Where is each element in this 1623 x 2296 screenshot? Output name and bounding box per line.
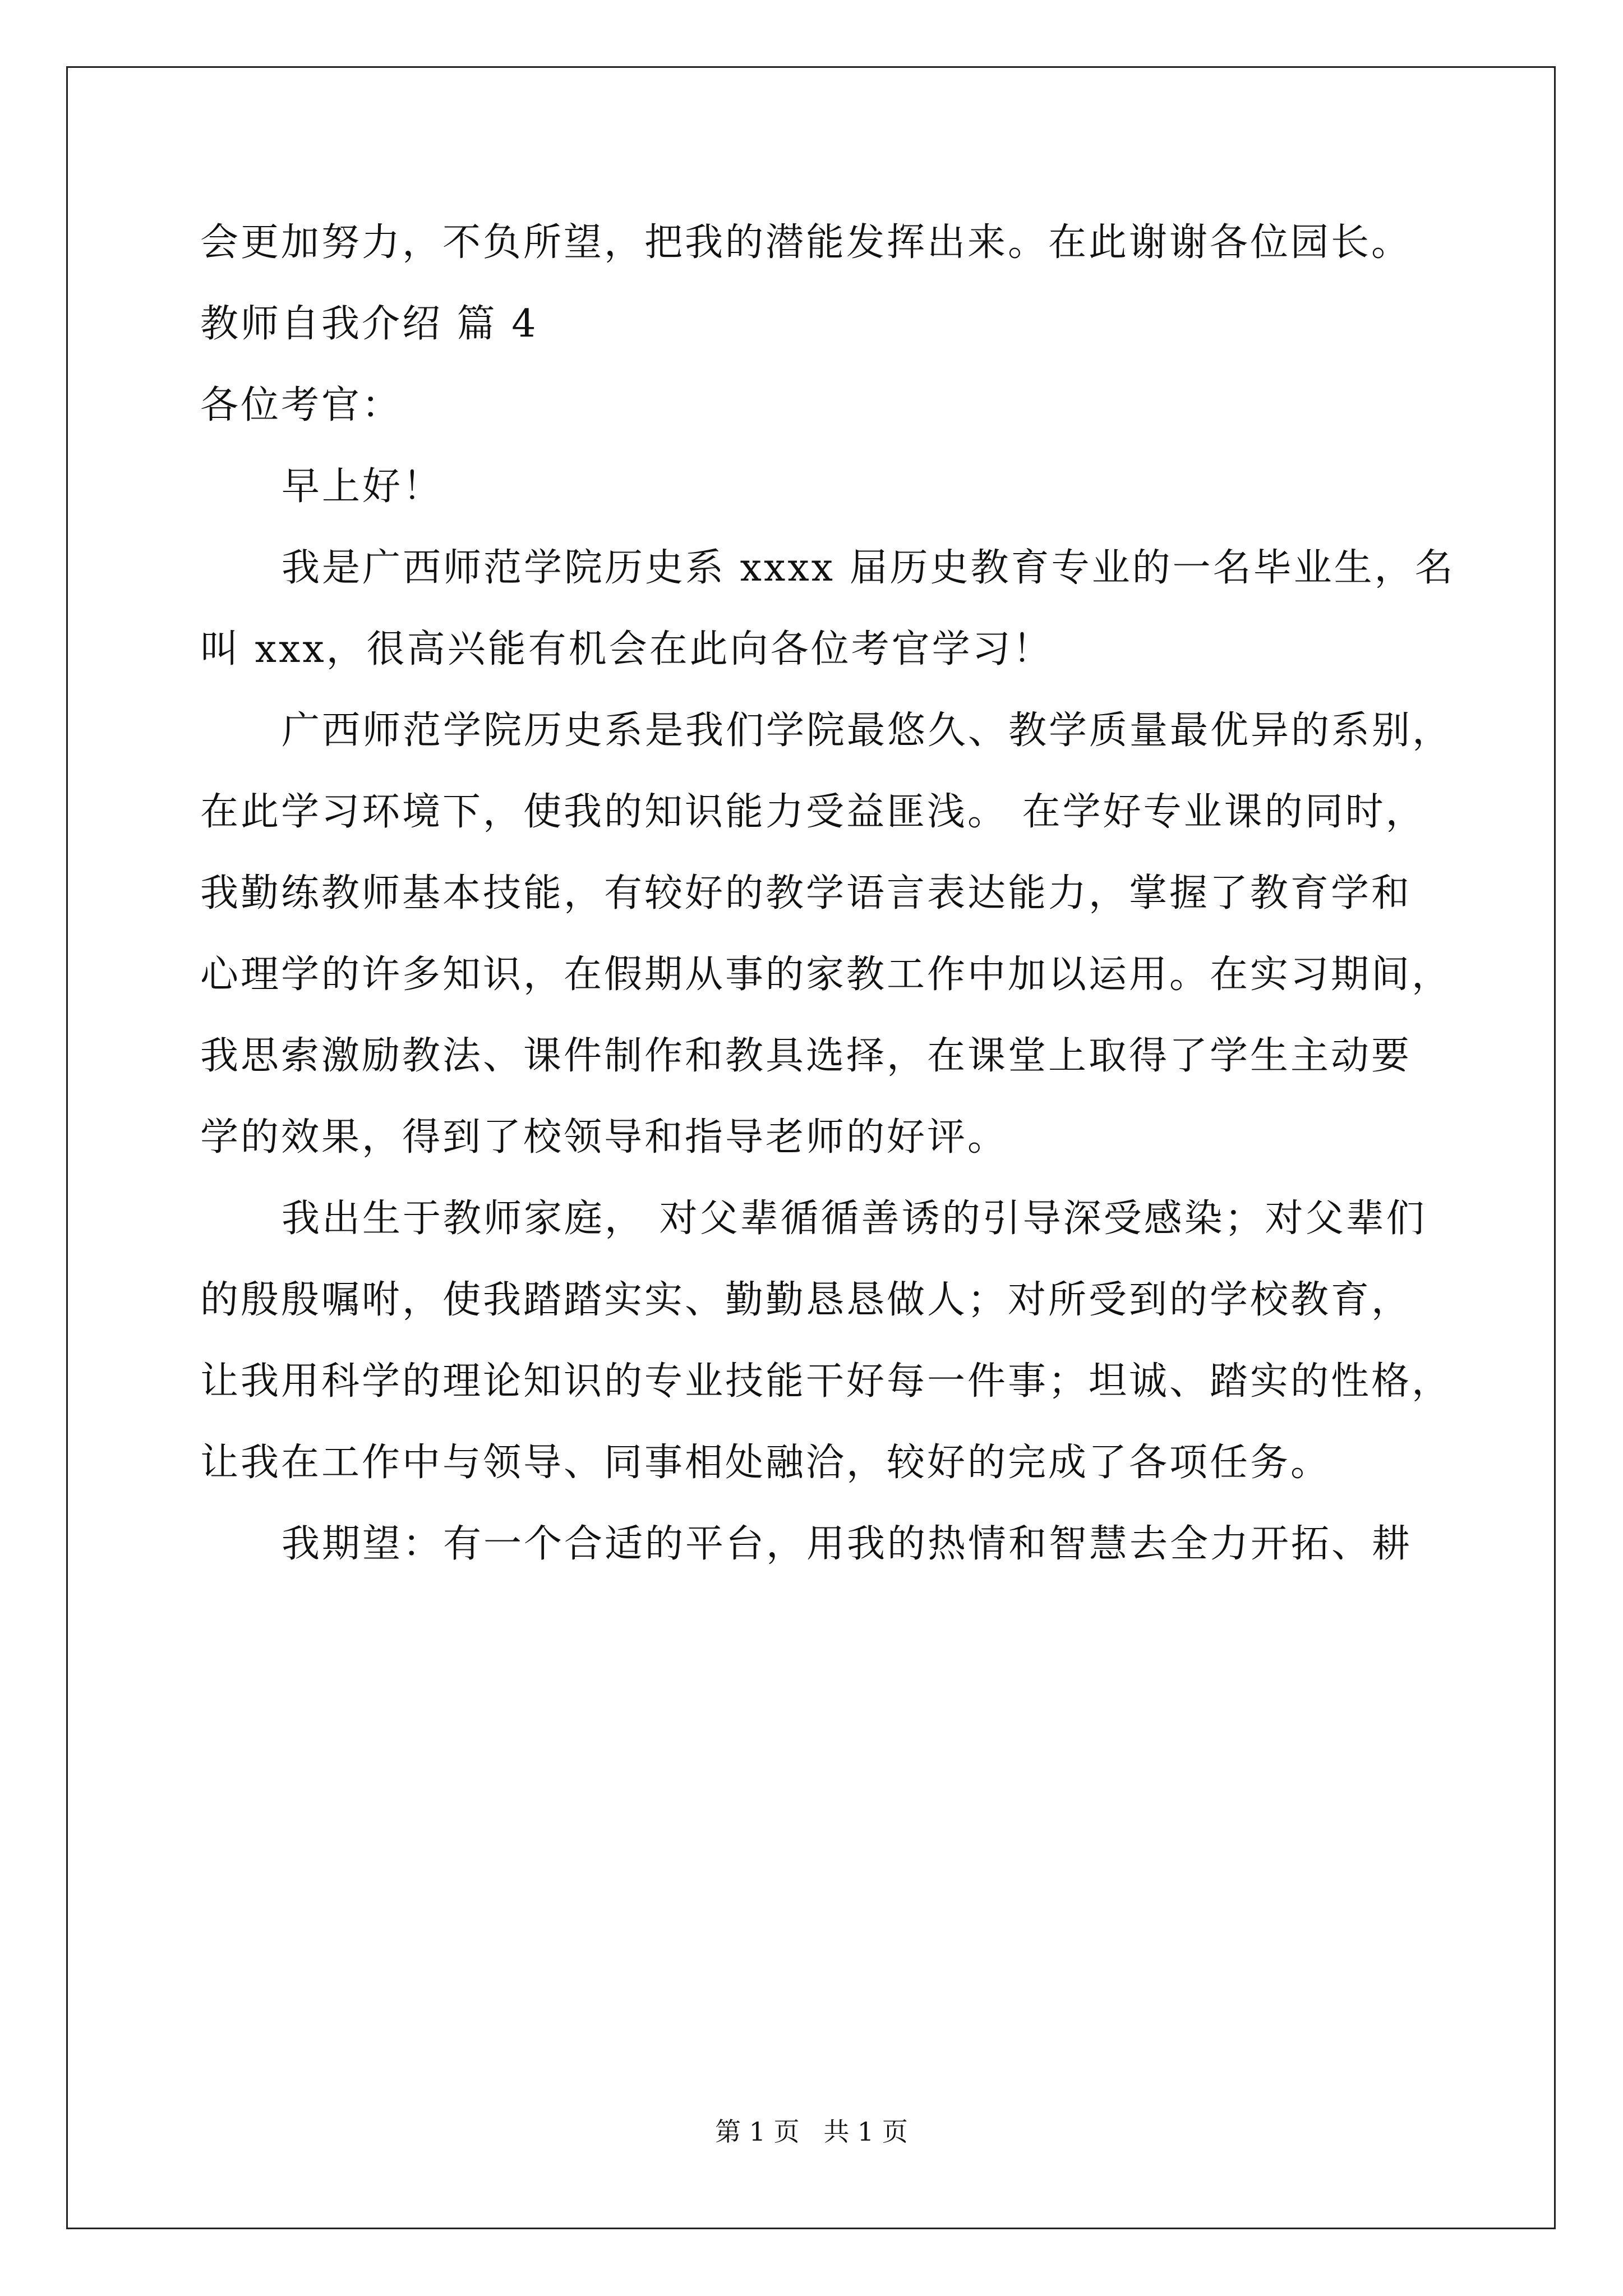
text-line: 让我用科学的理论知识的专业技能干好每一件事；坦诚、踏实的性格，: [200, 1359, 1453, 1404]
salutation: 各位考官：: [200, 383, 403, 427]
text-line: 的殷殷嘱咐，使我踏踏实实、勤勤恳恳做人；对所受到的学校教育，: [200, 1278, 1412, 1322]
text-line: 广西师范学院历史系是我们学院最悠久、教学质量最优异的系别，: [282, 708, 1453, 753]
text-line: 我勤练教师基本技能，有较好的教学语言表达能力，掌握了教育学和: [200, 871, 1412, 915]
text-line: 会更加努力，不负所望，把我的潜能发挥出来。在此谢谢各位园长。: [200, 220, 1412, 265]
text-line: 我期望：有一个合适的平台，用我的热情和智慧去全力开拓、耕: [282, 1522, 1413, 1566]
text-line: 我是广西师范学院历史系 xxxx 届历史教育专业的一名毕业生，名: [282, 546, 1455, 590]
section-heading: 教师自我介绍 篇 4: [200, 302, 538, 346]
text-line: 在此学习环境下，使我的知识能力受益匪浅。 在学好专业课的同时，: [200, 790, 1426, 834]
page-number: 第 1 页: [715, 2116, 800, 2147]
text-line: 心理学的许多知识，在假期从事的家教工作中加以运用。在实习期间，: [200, 953, 1453, 997]
text-line: 我思索激励教法、课件制作和教具选择，在课堂上取得了学生主动要: [200, 1034, 1412, 1078]
text-line: 让我在工作中与领导、同事相处融洽，较好的完成了各项任务。: [200, 1441, 1331, 1485]
text-line: 我出生于教师家庭， 对父辈循循善诱的引导深受感染；对父辈们: [282, 1197, 1427, 1241]
document-body: [200, 202, 1455, 1585]
greeting: 早上好！: [282, 464, 444, 509]
text-line: 学的效果，得到了校领导和指导老师的好评。: [200, 1115, 1008, 1159]
text-line: 叫 xxx，很高兴能有机会在此向各位考官学习！: [200, 627, 1053, 671]
page-total: 共 1 页: [823, 2116, 908, 2147]
page-footer: [0, 2115, 1623, 2148]
